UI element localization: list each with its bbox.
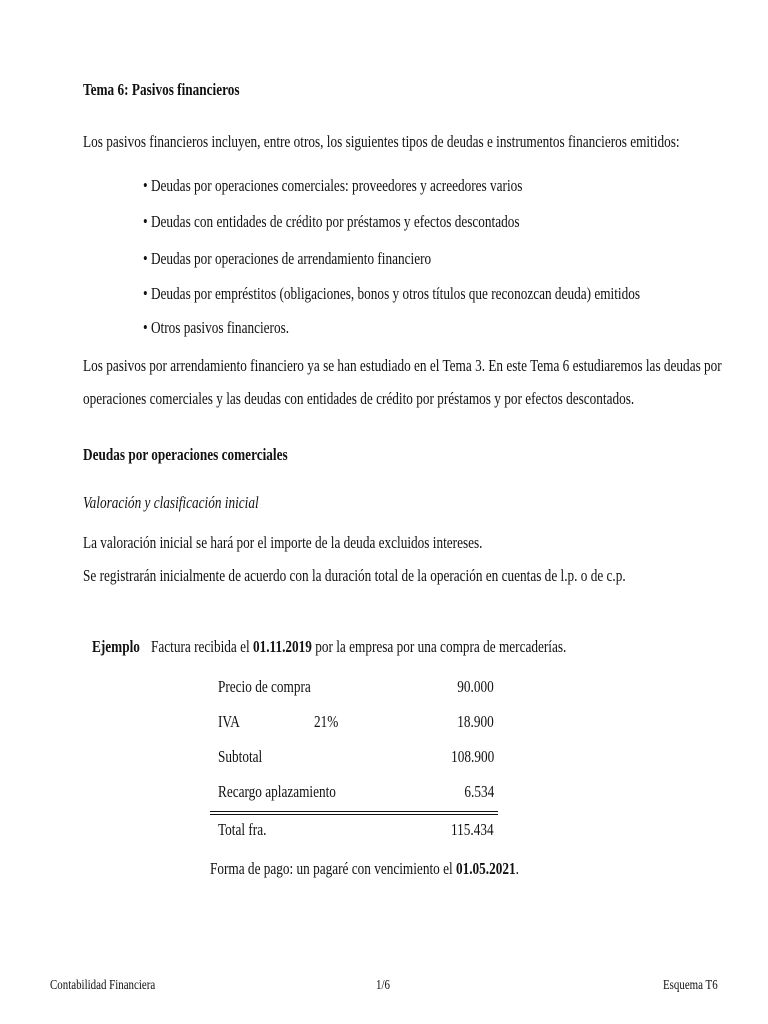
table-row: Subtotal 108.900	[218, 747, 494, 766]
paragraph-line: Los pasivos por arrendamiento financiero ya se han estudiado en el Tema 3. En este Tema 6 estudiaremos las deudas por	[83, 356, 722, 375]
intro-paragraph: Los pasivos financieros incluyen, entre otros, los siguientes tipos de deudas e instrumentos financieros emitidos:	[83, 132, 680, 151]
page-title: Tema 6: Pasivos financieros	[83, 80, 240, 99]
total-double-rule	[210, 811, 498, 815]
list-item: • Deudas por empréstitos (obligaciones, bonos y otros títulos que reconozcan deuda) emitidos	[143, 284, 640, 303]
table-row-total: Total fra. 115.434	[218, 820, 494, 839]
list-item: • Deudas por operaciones de arrendamiento financiero	[143, 249, 432, 268]
footer-left: Contabilidad Financiera	[50, 978, 156, 993]
section-heading: Deudas por operaciones comerciales	[83, 445, 288, 464]
footer-right: Esquema T6	[663, 978, 718, 993]
section-subheading: Valoración y clasificación inicial	[83, 493, 259, 512]
example-label: Ejemplo	[92, 637, 140, 656]
payment-date: 01.05.2021	[455, 859, 516, 878]
page-number: 1/6	[376, 978, 390, 993]
paragraph-line: Se registrarán inicialmente de acuerdo con la duración total de la operación en cuentas de l.p. o de c.p.	[83, 566, 626, 585]
list-item: • Deudas por operaciones comerciales: proveedores y acreedores varios	[143, 176, 523, 195]
paragraph-line: La valoración inicial se hará por el importe de la deuda excluidos intereses.	[83, 533, 483, 552]
list-item: • Deudas con entidades de crédito por préstamos y efectos descontados	[143, 212, 520, 231]
example-date: 01.11.2019	[252, 637, 312, 656]
example-description: Factura recibida el 01.11.2019 por la empresa por una compra de mercaderías.	[151, 637, 567, 656]
list-item: • Otros pasivos financieros.	[143, 318, 290, 337]
table-row: IVA 21% 18.900	[218, 712, 494, 731]
paragraph-line: operaciones comerciales y las deudas con entidades de crédito por préstamos y por efectos descontados.	[83, 389, 635, 408]
invoice-table	[210, 677, 498, 855]
table-row: Recargo aplazamiento 6.534	[218, 782, 494, 801]
table-row: Precio de compra 90.000	[218, 677, 494, 696]
payment-terms: Forma de pago: un pagaré con vencimiento el 01.05.2021.	[210, 859, 519, 878]
